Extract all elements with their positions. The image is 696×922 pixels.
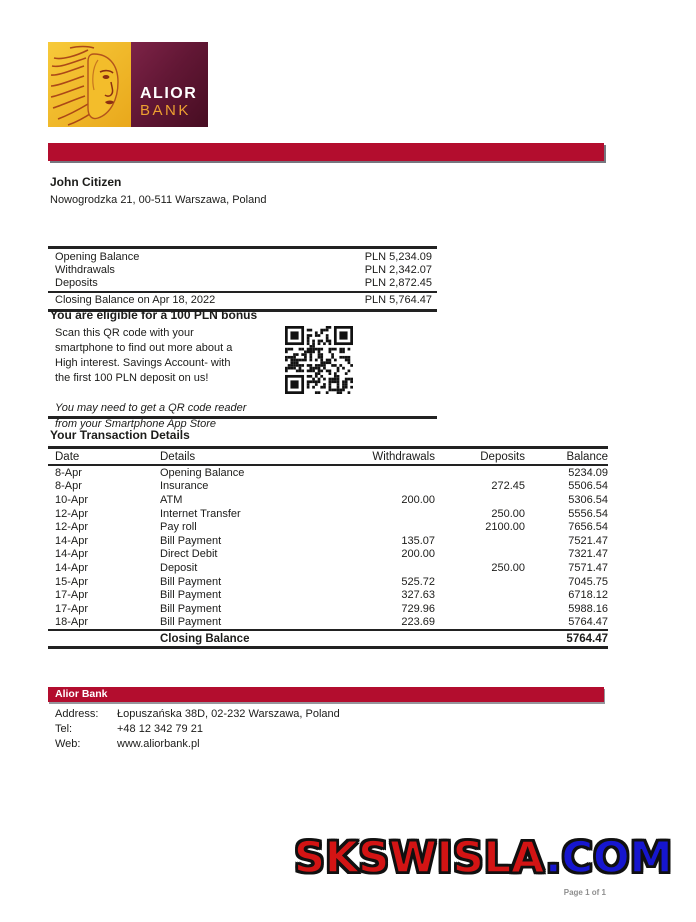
transactions-table: [48, 446, 608, 649]
table-row: 12-Apr Pay roll 2100.00 7656.54: [55, 521, 608, 534]
table-row: 17-Apr Bill Payment 729.96 5988.16: [55, 602, 608, 615]
summary-row: Closing Balance on Apr 18, 2022 PLN 5,764.47: [55, 294, 432, 306]
brand-name-bank: BANK: [140, 102, 191, 119]
bonus-note-text: You may need to get a QR code reader from your Smartphone App Store: [55, 402, 247, 430]
qr-code-image: [285, 326, 353, 394]
bonus-section: [48, 307, 437, 430]
bonus-title: You are eligible for a 100 PLN bonus: [50, 308, 258, 322]
summary-row: Deposits PLN 2,872.45: [48, 277, 437, 293]
bank-logo: [48, 42, 208, 127]
watermark-part1: SKSWISLA: [294, 833, 546, 883]
summary-row: Withdrawals PLN 2,342.07: [55, 264, 432, 276]
header-red-bar: [48, 143, 604, 161]
footer-section: [48, 687, 604, 752]
footer-address-label: Address:: [55, 708, 99, 720]
footer-web-label: Web:: [55, 738, 81, 750]
table-row: 15-Apr Bill Payment 525.72 7045.75: [55, 575, 608, 588]
footer-bank-bar: Alior Bank: [48, 687, 604, 702]
logo-face-icon: [48, 42, 131, 127]
table-row: 17-Apr Bill Payment 327.63 6718.12: [55, 589, 608, 602]
watermark: [294, 834, 672, 882]
transactions-section: [48, 428, 608, 649]
brand-name-alior: ALIOR: [140, 85, 198, 102]
bonus-body-text: Scan this QR code with your smartphone to find out more about a High interest. Savings Account- with the first 100 PLN deposit on us!: [55, 327, 233, 384]
column-header-withdrawals: Withdrawals: [372, 450, 435, 463]
footer-address-value: Łopuszańska 38D, 02-232 Warszawa, Poland: [117, 708, 340, 720]
customer-address: Nowogrodzka 21, 00-511 Warszawa, Poland: [50, 194, 267, 206]
column-header-date: Date: [55, 450, 80, 463]
logo-wordmark: [131, 42, 208, 127]
balance-summary-table: [48, 246, 437, 312]
transactions-title: Your Transaction Details: [50, 428, 190, 442]
footer-tel-value: +48 12 342 79 21: [117, 723, 203, 735]
closing-balance-row: [48, 630, 608, 648]
customer-block: [50, 176, 266, 206]
closing-balance-label: Closing Balance: [160, 632, 250, 645]
column-header-deposits: Deposits: [480, 450, 525, 463]
summary-row: Opening Balance PLN 5,234.09: [55, 251, 432, 263]
footer-address-row: [48, 707, 604, 722]
customer-name: John Citizen: [50, 175, 122, 189]
footer-web-row: [48, 737, 604, 752]
column-header-details: Details: [160, 450, 196, 463]
transactions-body: [48, 465, 608, 630]
footer-web-value: www.aliorbank.pl: [117, 738, 200, 750]
table-row: 12-Apr Internet Transfer 250.00 5556.54: [55, 507, 608, 520]
footer-tel-label: Tel:: [55, 723, 73, 735]
table-row: 18-Apr Bill Payment 223.69 5764.47: [55, 616, 608, 629]
table-row: 14-Apr Direct Debit 200.00 7321.47: [55, 548, 608, 561]
table-row: 14-Apr Bill Payment 135.07 7521.47: [55, 534, 608, 547]
column-header-balance: Balance: [566, 450, 608, 463]
table-row: 10-Apr ATM 200.00 5306.54: [55, 493, 608, 506]
watermark-part2: .COM: [545, 833, 673, 883]
page-number: Page 1 of 1: [563, 888, 606, 897]
closing-balance-value: 5764.47: [566, 632, 608, 645]
table-row: 8-Apr Insurance 272.45 5506.54: [55, 480, 608, 493]
table-header-row: [48, 448, 608, 466]
footer-tel-row: [48, 722, 604, 737]
table-row: 14-Apr Deposit 250.00 7571.47: [55, 561, 608, 574]
table-row: 8-Apr Opening Balance 5234.09: [55, 466, 608, 479]
